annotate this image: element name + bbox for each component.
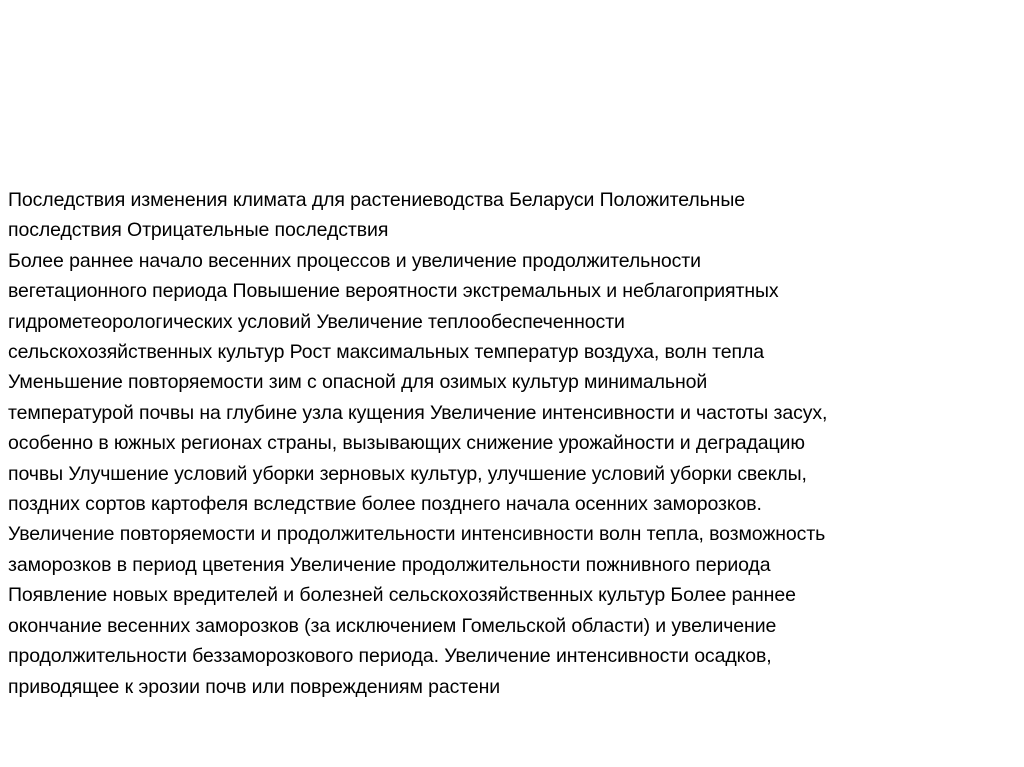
text-line: Более раннее начало весенних процессов и увеличение продолжительности bbox=[8, 249, 701, 272]
text-line: продолжительности беззаморозкового периода. Увеличение интенсивности осадков, bbox=[8, 645, 772, 668]
text-line: поздних сортов картофеля вследствие более позднего начала осенних заморозков. bbox=[8, 493, 762, 516]
text-line: заморозков в период цветения Увеличение продолжительности пожнивного периода bbox=[8, 553, 771, 576]
text-line: почвы Улучшение условий уборки зерновых культур, улучшение условий уборки свеклы, bbox=[8, 462, 807, 485]
text-line: сельскохозяйственных культур Рост максимальных температур воздуха, волн тепла bbox=[8, 341, 765, 364]
text-line: Последствия изменения климата для растениеводства Беларуси Положительные bbox=[8, 189, 746, 211]
text-line: Увеличение повторяемости и продолжительности интенсивности волн тепла, возможность bbox=[8, 523, 826, 546]
text-line: вегетационного периода Повышение вероятности экстремальных и неблагоприятных bbox=[8, 280, 779, 303]
text-line: особенно в южных регионах страны, вызывающих снижение урожайности и деградацию bbox=[8, 432, 805, 455]
text-line: температурой почвы на глубине узла кущения Увеличение интенсивности и частоты засух, bbox=[8, 401, 828, 424]
text-line: приводящее к эрозии почв или повреждениям растени bbox=[8, 675, 501, 698]
text-line: Появление новых вредителей и болезней сельскохозяйственных культур Более раннее bbox=[8, 584, 796, 607]
text-line: последствия Отрицательные последствия bbox=[8, 219, 389, 242]
text-line: гидрометеорологических условий Увеличение теплообеспеченности bbox=[8, 310, 625, 333]
slide-body-text bbox=[8, 185, 1018, 702]
text-line: Уменьшение повторяемости зим с опасной для озимых культур минимальной bbox=[8, 371, 708, 394]
text-line: окончание весенних заморозков (за исключением Гомельской области) и увеличение bbox=[8, 614, 777, 637]
